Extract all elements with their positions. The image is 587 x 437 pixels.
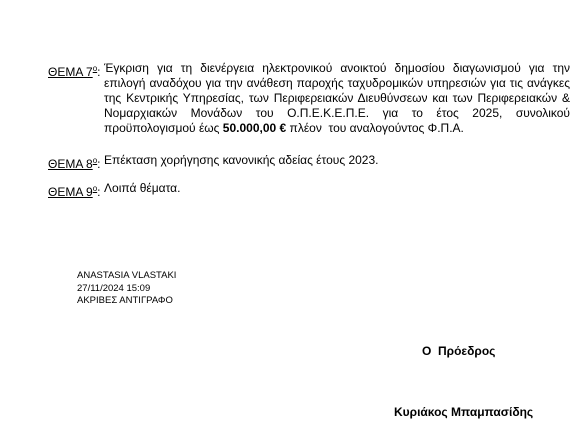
topic-9-text: Λοιπά θέματα.: [104, 181, 181, 195]
topic-7-label: [48, 61, 100, 136]
topic-8-label: [48, 153, 100, 172]
topic-7-text: [100, 61, 570, 136]
topic-9-ordinal: ο: [92, 184, 98, 193]
topic-7-ordinal: ο: [92, 64, 98, 73]
topic-7-description: Έγκριση για τη διενέργεια ηλεκτρονικού ανοικτού δημοσίου διαγωνισμού για την επιλογή αναδόχου για την ανάθεση παροχής ταχυδρομικών υπηρεσιών για τις ανάγκες της Κεντρικής Υπηρεσίας, των Περιφερειακών Διευθύνσεων και των Περιφερειακών & Νομαρχιακών Μονάδων του Ο.Π.Ε.Κ.Ε.Π.Ε. για το έτος 2025, συνολικού προϋπολογισμού έως: [104, 61, 570, 135]
topic-8: [48, 153, 570, 172]
topic-9-colon: :: [97, 185, 101, 199]
topic-7-colon: :: [97, 65, 101, 79]
topic-8-text: Επέκταση χορήγησης κανονικής αδείας έτους 2023.: [104, 153, 379, 167]
topic-8-ordinal: ο: [92, 156, 98, 165]
topic-7: [48, 61, 570, 136]
chair-name: Κυριάκος Μπαμπασίδης: [394, 405, 534, 419]
signature-datetime: 27/11/2024 15:09: [77, 282, 151, 294]
chair-title: Ο Πρόεδρος: [422, 344, 496, 358]
topic-7-vat-note: πλέον του αναλογούντος Φ.Π.Α.: [286, 121, 464, 135]
topic-9-number: ΘΕΜΑ 9: [48, 185, 93, 199]
topic-8-colon: :: [97, 157, 101, 171]
topic-8-number: ΘΕΜΑ 8: [48, 157, 93, 171]
signer-name: ANASTASIA VLASTAKI: [77, 270, 177, 281]
topic-9-label: [48, 181, 100, 200]
topic-7-number: ΘΕΜΑ 7: [48, 65, 93, 79]
digital-signature-block: [77, 270, 176, 308]
topic-9: [48, 181, 570, 200]
true-copy-note: ΑΚΡΙΒΕΣ ΑΝΤΙΓΡΑΦΟ: [77, 295, 173, 306]
topic-7-amount: 50.000,00 €: [222, 121, 287, 135]
